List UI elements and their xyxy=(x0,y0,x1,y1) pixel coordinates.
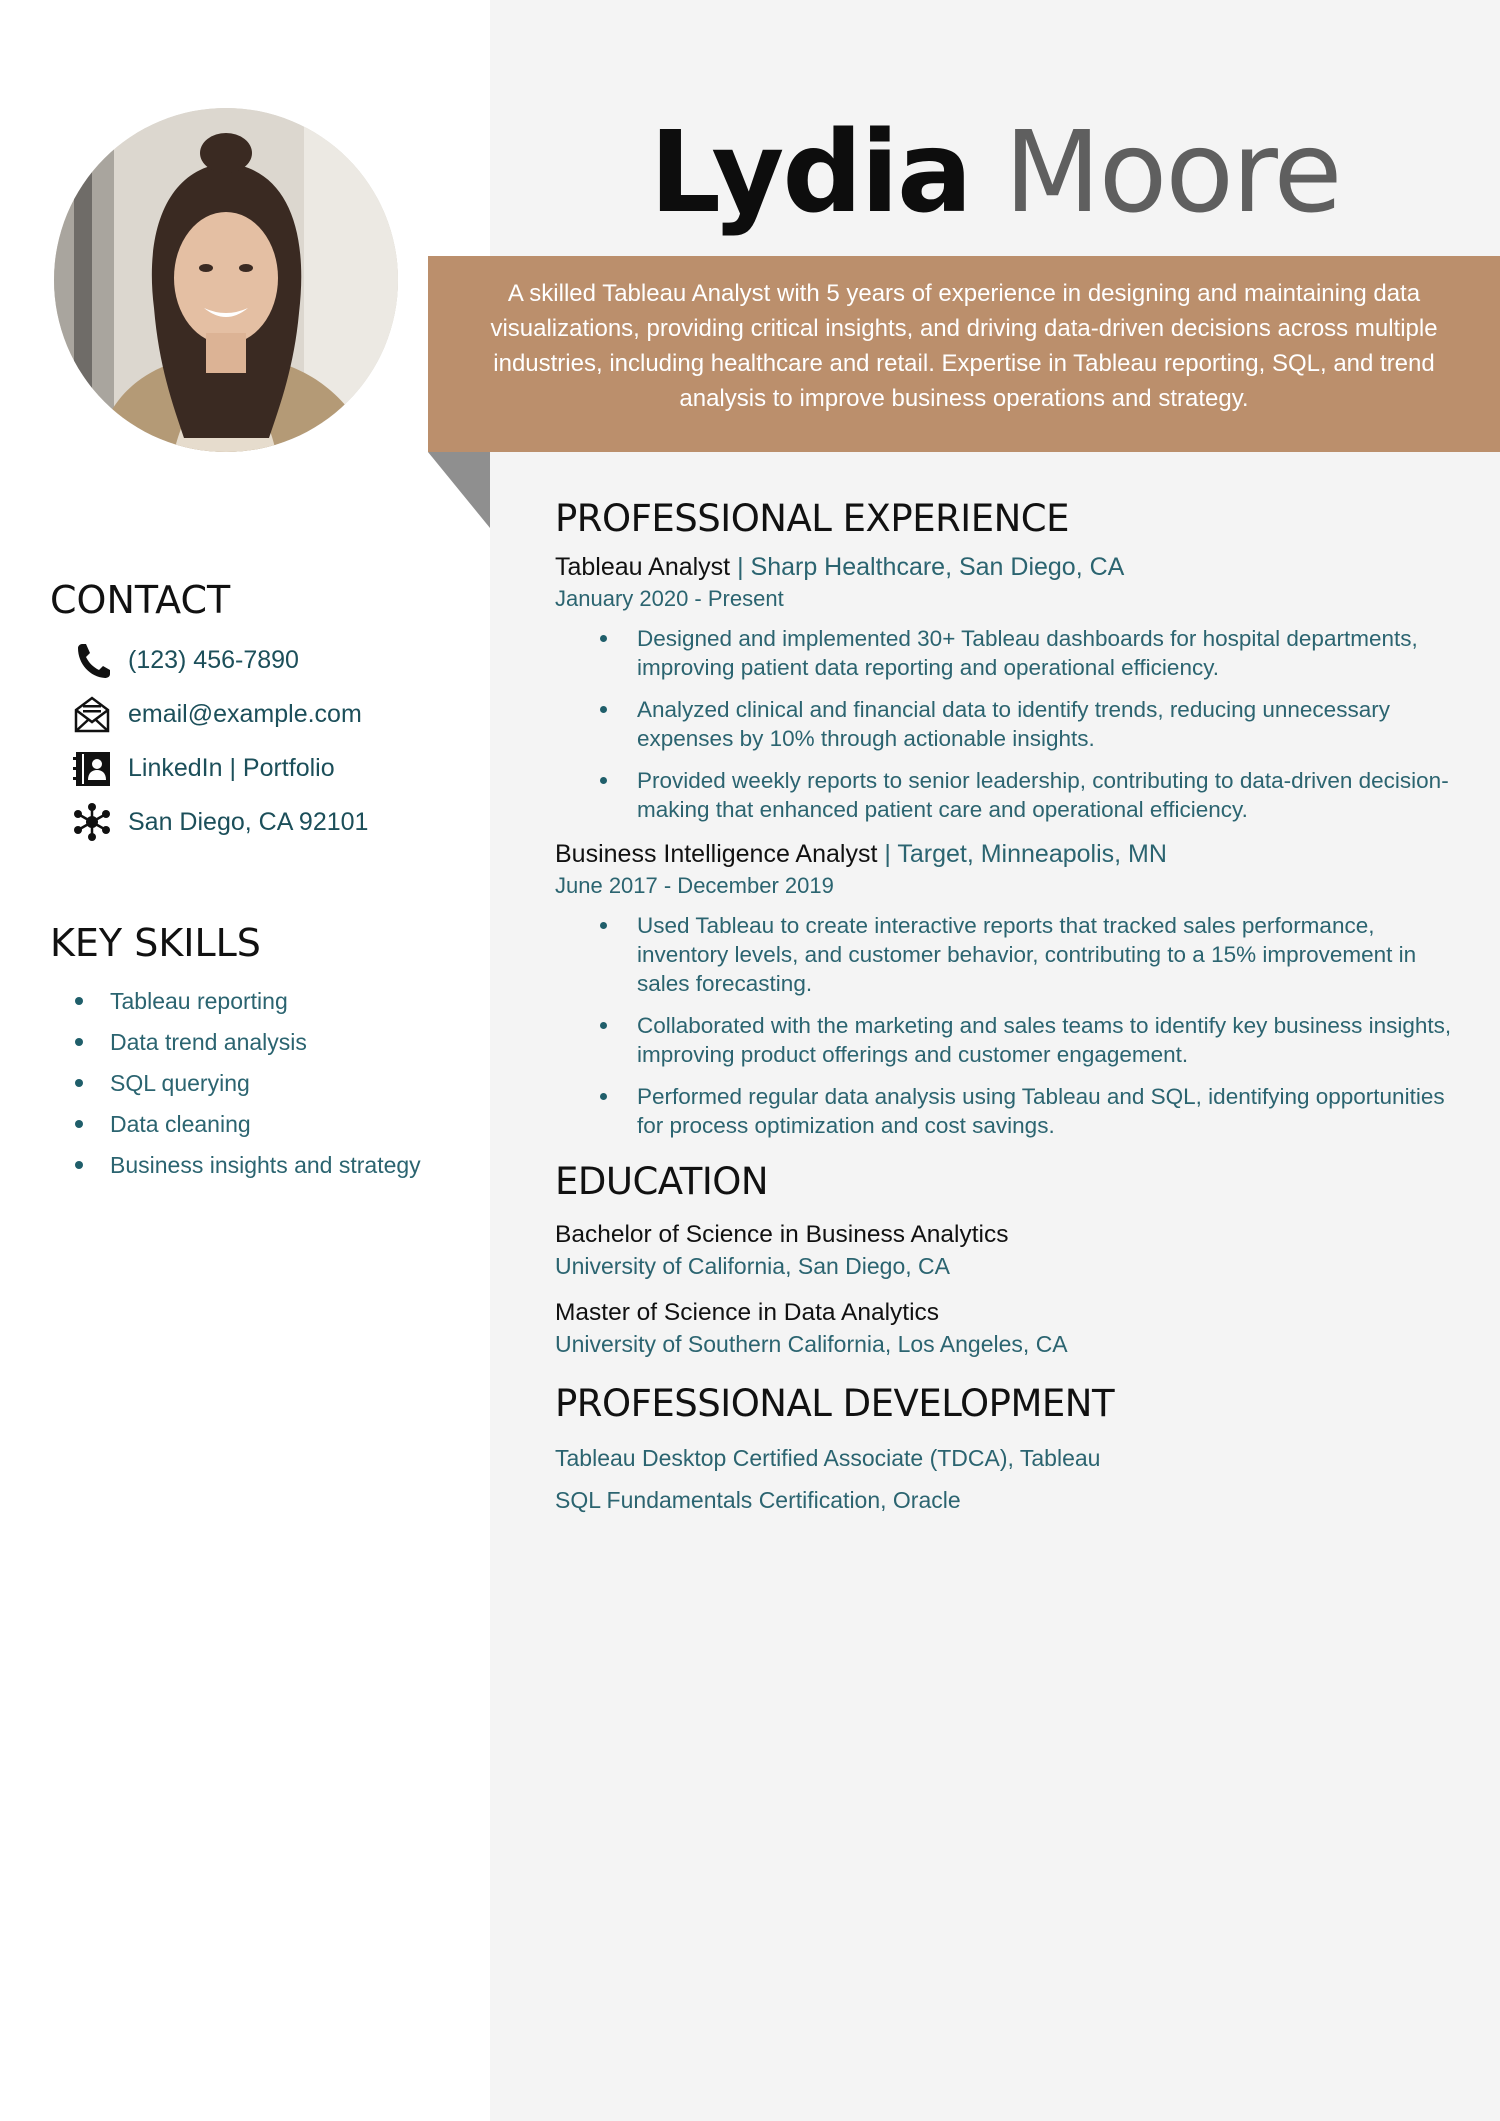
contact-heading: CONTACT xyxy=(50,578,231,622)
summary-text: A skilled Tableau Analyst with 5 years of experience in designing and maintaining data visualizations, providing critical insights, and driving data-driven decisions across multiple industries, including healthcare and retail. Expertise in Tableau reporting, SQL, and trend analysis to improve business operations and strategy. xyxy=(490,280,1438,412)
skill-item: SQL querying xyxy=(70,1067,421,1108)
job-bullet: Analyzed clinical and financial data to identify trends, reducing unnecessary expenses by 10% through actionable insights. xyxy=(555,695,1455,753)
job-dates: January 2020 - Present xyxy=(555,586,784,611)
job-separator: | xyxy=(877,840,898,868)
job-bullet: Used Tableau to create interactive reports that tracked sales performance, inventory levels, and customer behavior, contributing to a 15% improvement in sales forecasting. xyxy=(555,911,1455,998)
envelope-icon xyxy=(70,692,114,736)
contact-links[interactable] xyxy=(70,748,368,788)
job-bullets xyxy=(555,911,1455,1140)
development-item: SQL Fundamentals Certification, Oracle xyxy=(555,1487,961,1513)
job-dates: June 2017 - December 2019 xyxy=(555,873,834,898)
contact-list xyxy=(70,640,368,856)
development-list xyxy=(555,1443,1455,1515)
job-entry xyxy=(555,837,1455,1140)
phone-icon xyxy=(70,638,114,682)
skill-item: Tableau reporting xyxy=(70,985,421,1026)
skill-item: Data cleaning xyxy=(70,1108,421,1149)
job-bullets xyxy=(555,624,1455,824)
development-heading: PROFESSIONAL DEVELOPMENT xyxy=(555,1382,1115,1425)
job-bullet: Designed and implemented 30+ Tableau dashboards for hospital departments, improving patient data reporting and operational efficiency. xyxy=(555,624,1455,682)
job-bullet: Performed regular data analysis using Tableau and SQL, identifying opportunities for process optimization and cost savings. xyxy=(555,1082,1455,1140)
education-school: University of California, San Diego, CA xyxy=(555,1253,950,1279)
job-role: Tableau Analyst xyxy=(555,553,731,581)
contact-phone-text: (123) 456-7890 xyxy=(128,645,299,674)
contact-email[interactable] xyxy=(70,694,368,734)
summary-band xyxy=(428,256,1500,452)
job-entry xyxy=(555,550,1455,824)
skills-heading: KEY SKILLS xyxy=(50,921,261,965)
contact-book-icon xyxy=(70,746,114,790)
education-heading: EDUCATION xyxy=(555,1160,769,1203)
development-item: Tableau Desktop Certified Associate (TDCA), Tableau xyxy=(555,1445,1101,1471)
contact-phone[interactable] xyxy=(70,640,368,680)
profile-photo xyxy=(54,108,398,452)
job-role: Business Intelligence Analyst xyxy=(555,840,878,868)
contact-email-text: email@example.com xyxy=(128,699,362,728)
job-company: Target, Minneapolis, MN xyxy=(897,840,1167,868)
band-fold-decoration xyxy=(428,452,490,528)
education-degree: Master of Science in Data Analytics xyxy=(555,1299,940,1326)
education-entry xyxy=(555,1219,1455,1281)
job-title-line xyxy=(555,550,1455,584)
education-school: University of Southern California, Los Angeles, CA xyxy=(555,1331,1068,1357)
skills-list xyxy=(70,985,421,1190)
job-title-line xyxy=(555,837,1455,871)
main-content xyxy=(555,490,1455,1527)
last-name: Moore xyxy=(1004,108,1341,238)
skill-item: Data trend analysis xyxy=(70,1026,421,1067)
education-degree: Bachelor of Science in Business Analytics xyxy=(555,1221,1009,1248)
contact-links-text: LinkedIn | Portfolio xyxy=(128,753,335,782)
network-icon xyxy=(70,800,114,844)
contact-location[interactable] xyxy=(70,802,368,842)
job-bullet: Provided weekly reports to senior leadership, contributing to data-driven decision-making that enhanced patient care and operational efficiency. xyxy=(555,766,1455,824)
education-list xyxy=(555,1219,1455,1359)
first-name: Lydia xyxy=(649,108,971,238)
education-entry xyxy=(555,1297,1455,1359)
experience-heading: PROFESSIONAL EXPERIENCE xyxy=(555,497,1069,540)
job-company: Sharp Healthcare, San Diego, CA xyxy=(750,553,1125,581)
job-bullet: Collaborated with the marketing and sales teams to identify key business insights, improving product offerings and customer engagement. xyxy=(555,1011,1455,1069)
job-separator: | xyxy=(730,553,751,581)
candidate-name xyxy=(490,108,1500,238)
skill-item: Business insights and strategy xyxy=(70,1149,421,1190)
contact-location-text: San Diego, CA 92101 xyxy=(128,807,369,836)
